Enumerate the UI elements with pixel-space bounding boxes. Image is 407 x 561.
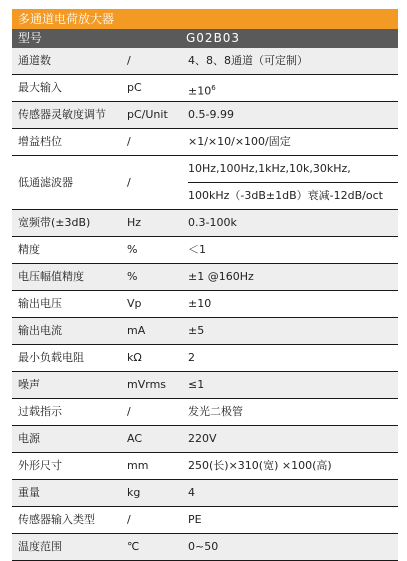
spec-value: ±5 bbox=[188, 324, 205, 337]
spec-value: ＜1 bbox=[188, 243, 206, 256]
spec-value: 0~50 bbox=[188, 540, 219, 553]
spec-row-weight bbox=[12, 480, 398, 507]
spec-row-sensor-input-type bbox=[12, 507, 398, 534]
spec-row-noise bbox=[12, 372, 398, 399]
spec-unit: Vp bbox=[127, 297, 142, 310]
spec-name: 温度范围 bbox=[18, 540, 62, 553]
spec-row-lowpass-filter bbox=[12, 156, 398, 210]
spec-name: 噪声 bbox=[18, 378, 40, 391]
spec-value: 0.3-100k bbox=[188, 216, 237, 229]
spec-value-exponent: 6 bbox=[211, 84, 216, 92]
spec-row-bandwidth bbox=[12, 210, 398, 237]
spec-name: 输出电压 bbox=[18, 297, 62, 310]
spec-row-sensitivity bbox=[12, 102, 398, 129]
spec-value-split bbox=[188, 156, 398, 209]
spec-value-base: ±10 bbox=[188, 84, 212, 98]
spec-name: 电压幅值精度 bbox=[18, 270, 84, 283]
model-row bbox=[12, 29, 398, 48]
spec-name: 电源 bbox=[18, 432, 40, 445]
spec-value: 220V bbox=[188, 432, 217, 445]
spec-value bbox=[188, 75, 216, 105]
model-label: 型号 bbox=[18, 31, 43, 45]
product-title-banner: 多通道电荷放大器 bbox=[12, 9, 398, 29]
spec-row-accuracy bbox=[12, 237, 398, 264]
spec-unit: AC bbox=[127, 432, 143, 445]
spec-unit: kg bbox=[127, 486, 141, 499]
spec-unit: / bbox=[127, 176, 131, 189]
spec-unit: % bbox=[127, 270, 138, 283]
spec-unit: mVrms bbox=[127, 378, 167, 391]
spec-value: 发光二极管 bbox=[188, 405, 243, 418]
spec-row-output-voltage bbox=[12, 291, 398, 318]
model-value: G02B03 bbox=[186, 31, 241, 45]
spec-name: 过载指示 bbox=[18, 405, 62, 418]
spec-unit: mm bbox=[127, 459, 149, 472]
spec-value: PE bbox=[188, 513, 202, 526]
spec-name: 通道数 bbox=[18, 54, 51, 67]
spec-unit: / bbox=[127, 405, 131, 418]
spec-name: 重量 bbox=[18, 486, 40, 499]
spec-value: 2 bbox=[188, 351, 195, 364]
spec-value: 250(长)×310(宽) ×100(高) bbox=[188, 459, 332, 472]
spec-row-gain bbox=[12, 129, 398, 156]
spec-sheet bbox=[12, 9, 398, 561]
spec-name: 最小负载电阻 bbox=[18, 351, 84, 364]
spec-unit: mA bbox=[127, 324, 146, 337]
spec-value: ≤1 bbox=[188, 378, 205, 391]
spec-name: 最大输入 bbox=[18, 81, 62, 94]
spec-name: 外形尺寸 bbox=[18, 459, 62, 472]
spec-name: 传感器灵敏度调节 bbox=[18, 108, 106, 121]
spec-name: 精度 bbox=[18, 243, 40, 256]
spec-unit: Hz bbox=[127, 216, 142, 229]
spec-row-channels bbox=[12, 48, 398, 75]
spec-unit: ℃ bbox=[127, 540, 140, 553]
spec-row-min-load bbox=[12, 345, 398, 372]
spec-row-power bbox=[12, 426, 398, 453]
spec-name: 增益档位 bbox=[18, 135, 62, 148]
spec-value-line-2: 100kHz（-3dB±1dB）衰减-12dB/oct bbox=[188, 189, 383, 202]
spec-row-overload bbox=[12, 399, 398, 426]
spec-value: 4、8、8通道（可定制） bbox=[188, 54, 308, 67]
spec-value: 4 bbox=[188, 486, 195, 499]
spec-unit: / bbox=[127, 135, 131, 148]
spec-unit: pC bbox=[127, 81, 142, 94]
spec-name: 输出电流 bbox=[18, 324, 62, 337]
spec-unit: kΩ bbox=[127, 351, 142, 364]
spec-value: ±1 @160Hz bbox=[188, 270, 254, 283]
spec-row-dimensions bbox=[12, 453, 398, 480]
spec-name: 宽频带(±3dB) bbox=[18, 216, 91, 229]
spec-value: 0.5-9.99 bbox=[188, 108, 234, 121]
spec-value-line-1: 10Hz,100Hz,1kHz,10k,30kHz, bbox=[188, 156, 398, 183]
spec-unit: / bbox=[127, 54, 131, 67]
spec-unit: % bbox=[127, 243, 138, 256]
spec-unit: pC/Unit bbox=[127, 108, 168, 121]
spec-row-output-current bbox=[12, 318, 398, 345]
spec-row-max-input bbox=[12, 75, 398, 102]
spec-unit: / bbox=[127, 513, 131, 526]
spec-row-voltage-accuracy bbox=[12, 264, 398, 291]
spec-name: 传感器输入类型 bbox=[18, 513, 95, 526]
spec-name: 低通滤波器 bbox=[18, 176, 73, 189]
spec-value: ±10 bbox=[188, 297, 212, 310]
spec-value: ×1/×10/×100/固定 bbox=[188, 135, 291, 148]
spec-row-temperature bbox=[12, 534, 398, 561]
